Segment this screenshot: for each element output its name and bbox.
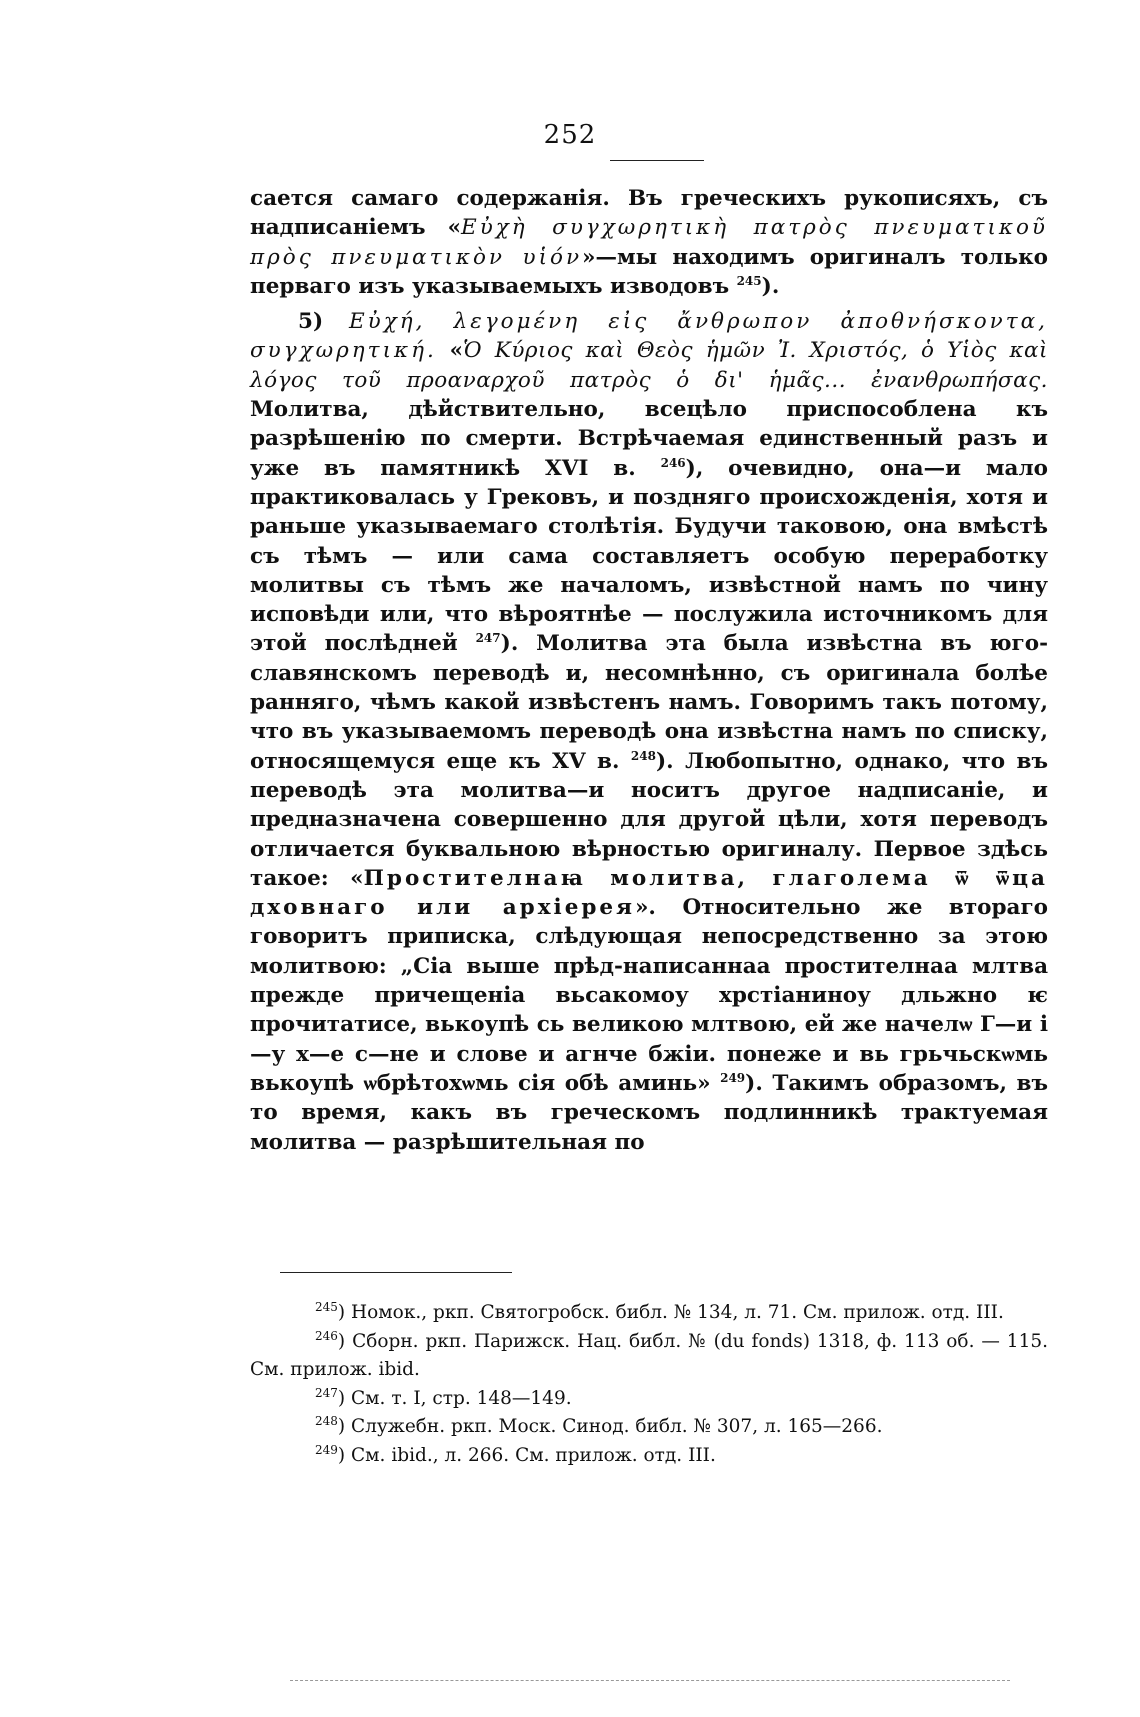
paragraph-1-end: »—мы находимъ оригиналъ только перваго изъ указываемыхъ изводовъ <box>250 244 1048 299</box>
footnote: $^{249}$) См. ibid., л. 266. См. прилож. отд. III. <box>315 1442 716 1466</box>
paragraph-2-part-a: Молитва, дѣйствительно, всецѣло приспособлена къ разрѣшенію по смерти. Встрѣчаемая единственный разъ и уже въ памятникѣ XVI в. <box>250 397 1048 481</box>
page-number-underline <box>610 160 704 161</box>
page-number: 252 <box>543 120 597 150</box>
paragraph-1-close: ). <box>761 273 780 299</box>
greek-quote: Ὁ Κύριος καὶ Θεὸς ἡμῶν Ἰ. Χριστός, ὁ Υἱὸς καὶ λόγος τοῦ προαναρχοῦ πατρὸς ὁ δι' ἡμᾶς... ἐνανθρωπήσας. <box>250 338 1048 393</box>
paragraph-1-text: сается самаго содержанія. Въ греческихъ рукописяхъ, съ надписаніемъ « <box>250 186 1048 241</box>
paragraph-2-part-f: ). Такимъ образомъ, въ то время, какъ въ греческомъ подлинникѣ трактуемая молитва — разрѣшительная по <box>250 1070 1048 1155</box>
quote-open: « <box>436 338 464 364</box>
footnote-text: Сборн. ркп. Парижск. Нац. библ. № (du fonds) 1318, ф. 113 об. — 115. См. прилож. ibid. <box>250 1330 1048 1380</box>
footnote-separator <box>280 1272 512 1273</box>
paragraph-2-part-c: ). Молитва эта была извѣстна въ юго-славянскомъ переводѣ и, несомнѣнно, съ оригинала болѣе ранняго, чѣмъ какой извѣстенъ намъ. Говоримъ такъ потому, что въ указываемомъ переводѣ она извѣстна намъ по списку, относящемуся еще къ XV в. <box>250 631 1048 774</box>
paragraph-1 <box>250 184 1048 301</box>
paragraph-2 <box>250 307 1048 1157</box>
item-number: 5) <box>298 309 324 335</box>
greek-title: Εὐχὴ συγχωρητικὴ πατρὸς πνευματικοῦ πρὸς πνευματικὸν υἱόν <box>250 215 1048 270</box>
footnote: $^{248}$) Служебн. ркп. Моск. Синод. библ. № 307, л. 165—266. <box>315 1413 883 1437</box>
footnote: $^{246}$) Сборн. ркп. Парижск. Нац. библ. № (du fonds) 1318, ф. 113 об. — 115. См. прилож. ibid. <box>250 1328 1048 1380</box>
footnote: $^{247}$) См. т. I, стр. 148—149. <box>315 1385 572 1409</box>
scan-edge-marks <box>290 1680 1010 1681</box>
footnote-text: Номок., ркп. Святогробск. библ. № 134, л. 71. См. прилож. отд. III. <box>351 1302 1004 1323</box>
footnote-ref-249: 249 <box>720 1070 746 1085</box>
footnote-text: См. ibid., л. 266. См. прилож. отд. III. <box>351 1444 716 1466</box>
footnote-ref-247: 247 <box>475 631 501 646</box>
paragraph-2-part-d: ). Любопытно, однако, что въ переводѣ эта молитва—и носитъ другое надписаніе, и предназначена совершенно для другой цѣли, хотя переводъ отличается буквальною вѣрностью оригиналу. Первое здѣсь такое: « <box>250 748 1048 891</box>
footnote-ref-248: 248 <box>630 748 656 763</box>
footnote-number: 248 <box>315 1413 338 1428</box>
footnote-number: 246 <box>315 1328 338 1343</box>
footnote-ref-246: 246 <box>660 455 686 470</box>
footnote-text: См. т. I, стр. 148—149. <box>351 1387 572 1409</box>
paragraph-2-part-e: ». Относительно же втораго говоритъ приписка, слѣдующая непосредственно за этою молитвою: „Сіа выше прѣд-написаннаа простителнаа млтва прежде причещеніа вьсакомоу хрстіаниноу дльжно ѥ прочитатисе, вькоупѣ сь великою млтвою, ей же начелѡ Г—и і—у х—е с—не и слове и агнче бжіи. понеже и вь грьчьскѡмь вькоупѣ ѡбрѣтохѡмь сія обѣ аминь» <box>250 895 1049 1096</box>
footnote-number: 249 <box>315 1442 338 1457</box>
footnotes <box>250 1299 1048 1470</box>
footnote-number: 245 <box>315 1299 338 1314</box>
main-text <box>250 184 1048 1157</box>
footnote-number: 247 <box>315 1385 338 1400</box>
slavonic-title: Простителнаꙗ молитва, глаголема ѿ ѿца дховнаго или архіерея <box>250 865 1048 921</box>
footnote-ref-245: 245 <box>736 273 762 288</box>
footnote-text: Служебн. ркп. Моск. Синод. библ. № 307, л. 165—266. <box>351 1416 883 1437</box>
greek-heading: Εὐχή, λεγομένη εἰς ἄνθρωπον ἀποθνήσκοντα, συγχωρητική. <box>250 309 1048 364</box>
paragraph-2-part-b: ), очевидно, она—и мало практиковалась у Грековъ, и поздняго происхожденія, хотя и раньше указываемаго столѣтія. Будучи таковою, она вмѣстѣ съ тѣмъ — или сама составляетъ особую переработку молитвы съ тѣмъ же началомъ, извѣстной намъ по чину исповѣди или, что вѣроятнѣе — послужила источникомъ для этой послѣдней <box>250 455 1048 657</box>
footnote: $^{245}$) Номок., ркп. Святогробск. библ. № 134, л. 71. См. прилож. отд. III. <box>315 1299 1004 1323</box>
